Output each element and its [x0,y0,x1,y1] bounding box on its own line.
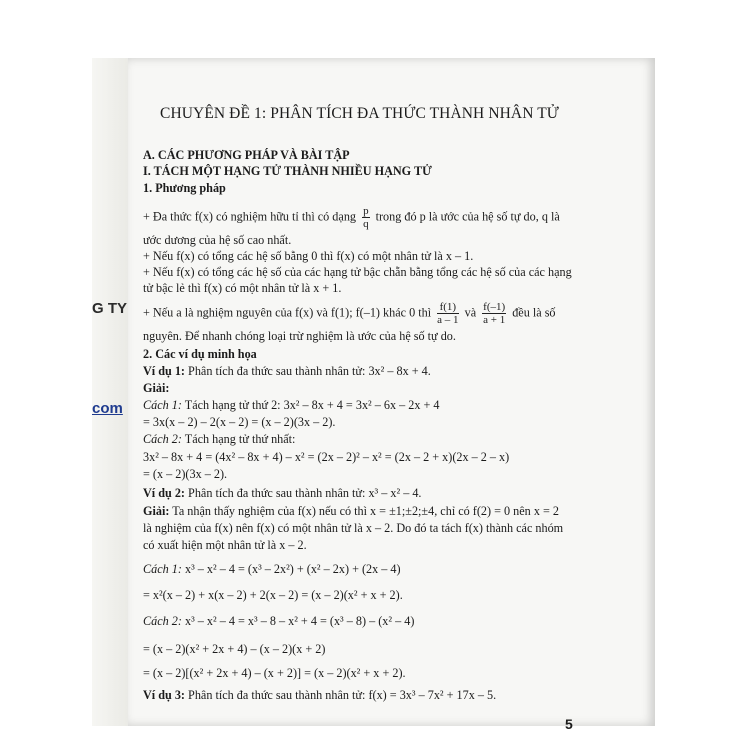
fraction-p-q: $\frac{p}{q}$ [363,205,369,230]
method-line-4-cont: nguyên. Để nhanh chóng loại trừ nghiệm là ước của hệ số tự do. [143,329,456,343]
background-left [0,0,92,750]
fraction-f1: $\frac{f(1)}{a - 1}$ [437,301,459,326]
method-line-3: + Nếu f(x) có tổng các hệ số của các hạng tử bậc chẵn bằng tổng các hệ số của các hạng [143,265,572,279]
example-2-statement: Ví dụ 2: Phân tích đa thức sau thành nhân tử: x³ – x² – 4. [143,486,422,500]
example-1-method-1-result: = 3x(x – 2) – 2(x – 2) = (x – 2)(3x – 2). [143,415,336,429]
left-page-link: com [92,400,123,417]
example-1-method-2-result: = (x – 2)(3x – 2). [143,467,228,481]
example-2-solution-line-1: Giải: Ta nhận thấy nghiệm của f(x) nếu có thì x = ±1;±2;±4, chỉ có f(2) = 0 nên x = 2 [143,504,559,518]
example-2-method-1: Cách 1: x³ – x² – 4 = (x³ – 2x²) + (x² – 2x) + (2x – 4) [143,562,401,576]
background-bottom [0,726,750,750]
method-line-3-cont: tử bậc lẻ thì f(x) có một nhân tử là x + 1. [143,281,342,295]
subheading-examples: 2. Các ví dụ minh họa [143,347,257,361]
section-heading-1: I. TÁCH MỘT HẠNG TỬ THÀNH NHIỀU HẠNG TỬ [143,164,432,178]
page-title: CHUYÊN ĐỀ 1: PHÂN TÍCH ĐA THỨC THÀNH NHÂN TỬ [160,105,559,122]
example-2-solution-line-2: là nghiệm của f(x) nên f(x) có một nhân tử là x – 2. Do đó ta tách f(x) thành các nhóm [143,521,564,535]
left-page-edge [92,58,132,726]
fraction-fm1: $\frac{f(-1)}{a + 1}$ [483,301,506,326]
example-1-solution-label: Giải: [143,381,170,395]
background-right [655,0,750,750]
example-2-method-2-line: = (x – 2)(x² + 2x + 4) – (x – 2)(x + 2) [143,642,326,656]
example-1-method-2-line: 3x² – 8x + 4 = (4x² – 8x + 4) – x² = (2x – 2)² – x² = (2x – 2 + x)(2x – 2 – x) [143,450,510,464]
example-1-statement: Ví dụ 1: Phân tích đa thức sau thành nhân tử: 3x² – 8x + 4. [143,364,431,378]
example-2-method-2: Cách 2: x³ – x² – 4 = x³ – 8 – x² + 4 = (x³ – 8) – (x² – 4) [143,614,415,628]
example-1-method-1: Cách 1: Tách hạng tử thứ 2: 3x² – 8x + 4 = 3x² – 6x – 2x + 4 [143,398,440,412]
subheading-method: 1. Phương pháp [143,181,226,195]
left-page-text: G TY [92,300,128,317]
background-top [0,0,750,58]
example-2-method-2-result: = (x – 2)[(x² + 2x + 4) – (x + 2)] = (x – 2)(x² + x + 2). [143,666,406,680]
example-1-method-2: Cách 2: Tách hạng tử thứ nhất: [143,432,296,446]
method-line-2: + Nếu f(x) có tổng các hệ số bằng 0 thì f(x) có một nhân tử là x – 1. [143,249,474,263]
example-3-statement: Ví dụ 3: Phân tích đa thức sau thành nhân tử: f(x) = 3x³ – 7x² + 17x – 5. [143,688,497,702]
page-number: 5 [565,716,573,732]
method-line-1-cont: ước dương của hệ số cao nhất. [143,233,292,247]
example-2-solution-line-3: có xuất hiện một nhân tử là x – 2. [143,538,307,552]
method-line-1: + Đa thức f(x) có nghiệm hữu tỉ thì có dạng $\frac{p}{q}$ trong đó p là ước của hệ số tự do, q là [143,205,560,230]
method-line-4: + Nếu a là nghiệm nguyên của f(x) và f(1); f(–1) khác 0 thì $\frac{f(1)}{a - 1}$ và $\frac{f(-1)}{a + 1}$ đều là số [143,301,556,326]
section-heading-a: A. CÁC PHƯƠNG PHÁP VÀ BÀI TẬP [143,148,350,162]
example-2-method-1-result: = x²(x – 2) + x(x – 2) + 2(x – 2) = (x – 2)(x² + x + 2). [143,588,403,602]
